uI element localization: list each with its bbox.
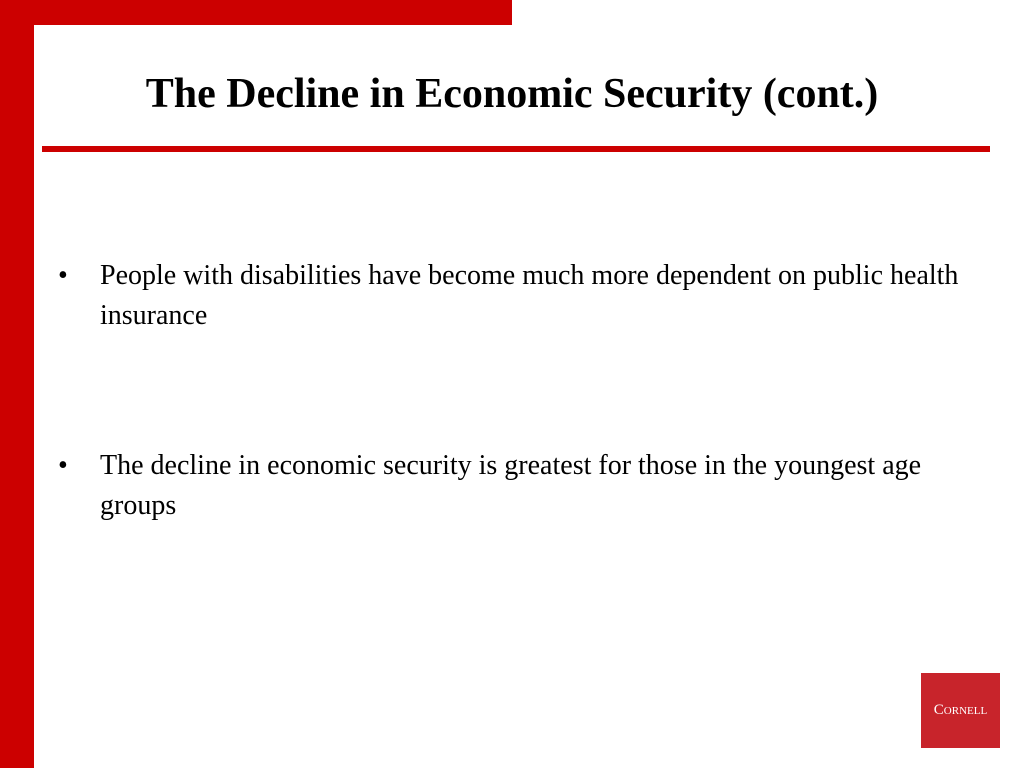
left-accent-bar bbox=[0, 0, 34, 768]
slide-title: The Decline in Economic Security (cont.) bbox=[145, 71, 879, 117]
cornell-logo bbox=[921, 673, 1000, 748]
bullet-list bbox=[58, 256, 978, 636]
bullet-item bbox=[58, 446, 978, 526]
bullet-dot: • bbox=[58, 260, 68, 291]
bullet-item bbox=[58, 256, 978, 336]
bullet-text: People with disabilities have become much more dependent on public health insurance bbox=[100, 260, 959, 331]
bullet-dot: • bbox=[58, 450, 68, 481]
top-accent-bar bbox=[0, 0, 512, 25]
logo-text: Cornell bbox=[933, 702, 988, 718]
title-underline bbox=[42, 146, 990, 152]
bullet-text: The decline in economic security is greatest for those in the youngest age groups bbox=[100, 450, 922, 521]
